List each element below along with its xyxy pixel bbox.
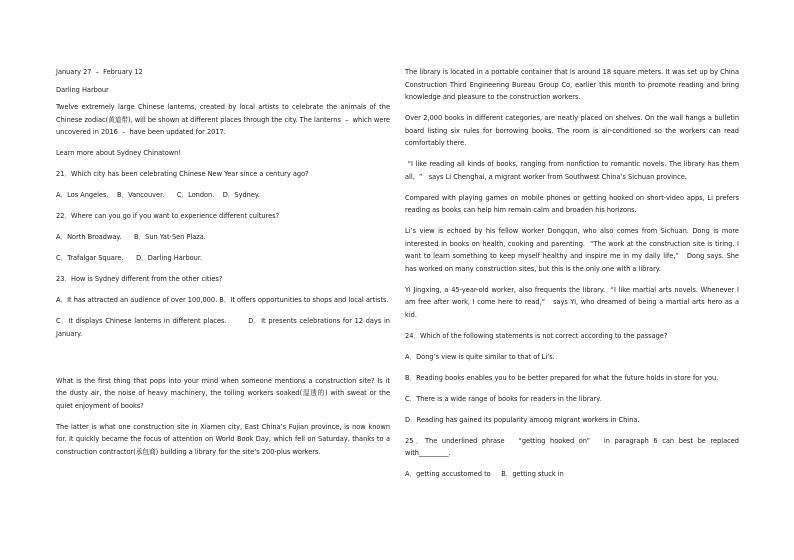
passage-paragraph-6: Compared with playing games on mobile phones or getting hooked on short-video apps, Li prefers reading as books can help him remain calm and broaden his horizons. [405, 193, 739, 214]
question-24: 24．Which of the following statements is not correct according to the passage? [405, 331, 668, 340]
passage-paragraph-8: Yi Jingxing, a 45-year-old worker, also frequents the library. “I like martial arts novels. Whenever I am free after work, I come here to read,” says Yi, who dreamed of being a martial arts hero as a kid. [405, 285, 739, 319]
question-22-options-cd: C．Trafalgar Square. D．Darling Harbour. [56, 254, 203, 262]
right-column [405, 66, 739, 489]
question-24-option-a: A．Dong’s view is quite similar to that of Li’s. [405, 352, 555, 361]
question-22: 22．Where can you go if you want to experience different cultures? [56, 212, 280, 220]
question-21-options: A．Los Angeles. B．Vancouver. C．London. D．Sydney. [56, 191, 260, 199]
passage-paragraph-7: Li’s view is echoed by his fellow worker Dongqun, who also comes from Sichuan. Dong is more interested in books on health, cooking and parenting. “The work at the construction site is tiring. I want to learn something to keep myself healthy and inspire me in my daily life,” Dong says. She has worked on many construction sites, but this is the only one with a library. [405, 227, 739, 273]
learn-more-text: Learn more about Sydney Chinatown! [56, 149, 181, 157]
left-column [56, 66, 390, 467]
question-24-option-c: C．There is a wide range of books for readers in the library. [405, 394, 602, 403]
question-23-options-ab: A．It has attracted an audience of over 100,000. B．It offers opportunities to shops and local artists. [56, 296, 389, 304]
passage-paragraph-4: Over 2,000 books in different categories, are neatly placed on shelves. On the wall hangs a bulletin board listing six rules for borrowing books. The room is air-conditioned so the workers can read comfortably there. [405, 114, 739, 147]
event-location: Darling Harbour [56, 85, 109, 94]
passage-paragraph-3: The library is located in a portable container that is around 18 square meters. It was set up by China Construction Third Engineering Bureau Group Co, earlier this month to promote reading and bring knowledge and pleasure to the construction workers. [405, 68, 739, 101]
passage-paragraph-1: What is the first thing that pops into your mind when someone mentions a construction site? Is it the dusty air, the noise of heavy machinery, the toiling workers soaked(湿透的) with sweat or the quiet enjoyment of books? [56, 376, 390, 410]
question-25-options-ab: A．getting accustomed to B．getting stuck in [405, 470, 564, 478]
lantern-description: Twelve extremely large Chinese lanterns, created by local artists to celebrate the animals of the Chinese zodiac(黄道带), will be shown at different places through the city. The lanterns – which were uncovered in 2016 – have been updated for 2017. [56, 103, 390, 136]
question-21: 21．Which city has been celebrating Chinese New Year since a century ago? [56, 170, 309, 178]
passage-paragraph-2: The latter is what one construction site in Xiamen city, East China’s Fujian province, is now known for. It quickly became the focus of attention on World Book Day, which fell on Saturday, thanks to a construction contractor(承包商) building a library for the site’s 200-plus workers. [56, 422, 390, 456]
question-24-option-b: B．Reading books enables you to be better prepared for what the future holds in store for you. [405, 373, 719, 382]
section-gap [56, 349, 390, 375]
question-22-options-ab: A．North Broadway. B．Sun Yat-Sen Plaza. [56, 233, 206, 241]
question-25: 25．The underlined phrase “getting hooked on” in paragraph 6 can best be replaced with_________. [405, 436, 739, 457]
question-23-options-cd: C．It displays Chinese lanterns in different places. D．It presents celebrations for 12 days in January. [56, 317, 390, 338]
event-date: January 27 – February 12 [56, 68, 143, 76]
question-23: 23．How is Sydney different from the other cities? [56, 275, 223, 283]
passage-paragraph-5: “I like reading all kinds of books, ranging from nonfiction to romantic novels. The library has them all, ” says Li Chenghai, a migrant worker from Southwest China’s Sichuan province. [405, 160, 739, 181]
question-24-option-d: D．Reading has gained its popularity among migrant workers in China. [405, 415, 640, 424]
